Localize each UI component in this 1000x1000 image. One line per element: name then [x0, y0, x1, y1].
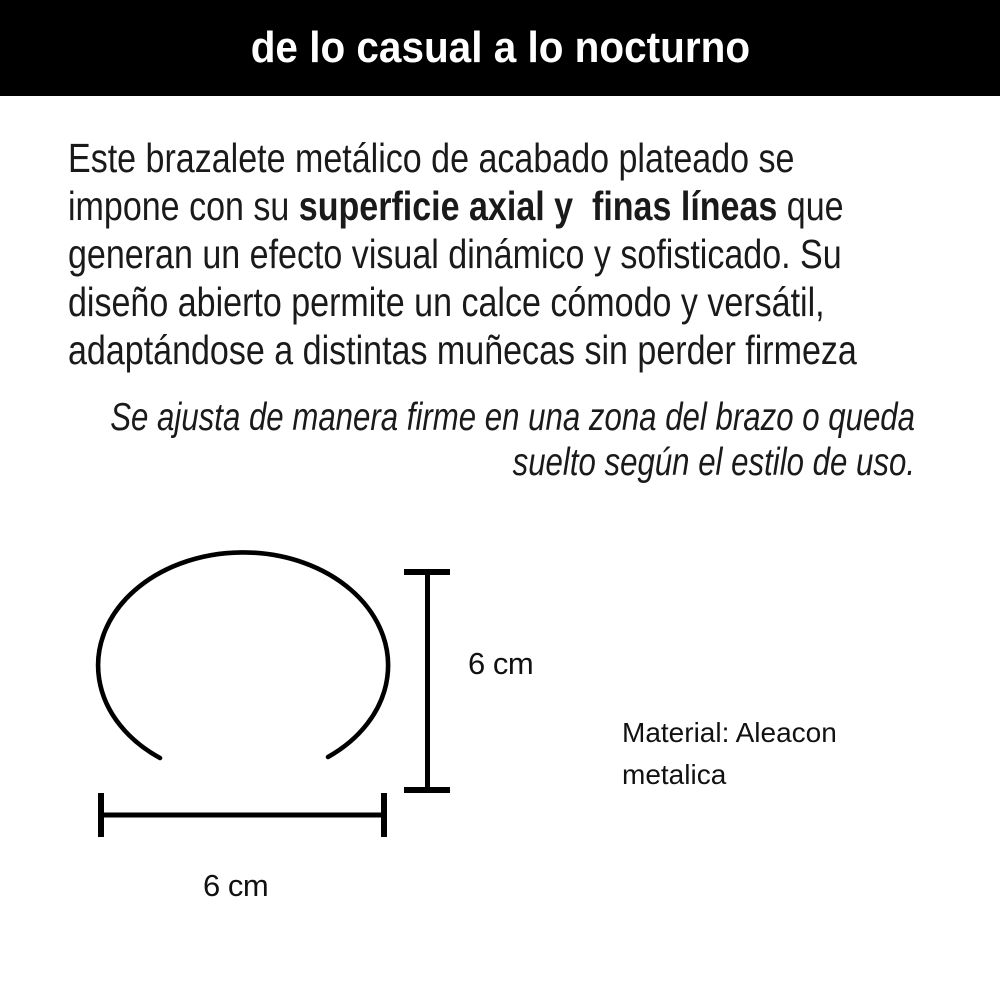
description-line-4: diseño abierto permite un calce cómodo y versátil, [68, 279, 825, 325]
material-info [622, 712, 837, 796]
description-line-1: Este brazalete metálico de acabado plateado se [68, 135, 795, 181]
height-dimension-line [404, 572, 450, 790]
description-line-3: generan un efecto visual dinámico y sofisticado. Su [68, 231, 842, 277]
description-line-2-normal-post: que [777, 183, 844, 229]
material-line-1: Material: Aleacon [622, 717, 837, 748]
banner-title: de lo casual a lo nocturno [250, 23, 750, 72]
description-line-5: adaptándose a distintas muñecas sin perder firmeza [68, 327, 857, 373]
height-dimension-label: 6 cm [468, 646, 534, 681]
width-dimension-line [101, 793, 384, 837]
header-banner [0, 0, 1000, 96]
description-line-2-normal-pre: impone con su [68, 183, 299, 229]
fit-note-line-2: suelto según el estilo de uso. [512, 441, 915, 484]
description-line-2-bold-phrase: superficie axial y finas líneas [298, 183, 778, 229]
bracelet-outline [98, 552, 388, 758]
width-dimension-label: 6 cm [203, 868, 269, 903]
fit-note [0, 395, 915, 485]
bracelet-diagram [0, 500, 1000, 960]
fit-note-line-1: Se ajusta de manera firme en una zona del brazo o queda [110, 396, 915, 439]
description-line-2 [68, 182, 857, 230]
material-line-2: metalica [622, 759, 727, 790]
description-paragraph [68, 134, 1000, 374]
